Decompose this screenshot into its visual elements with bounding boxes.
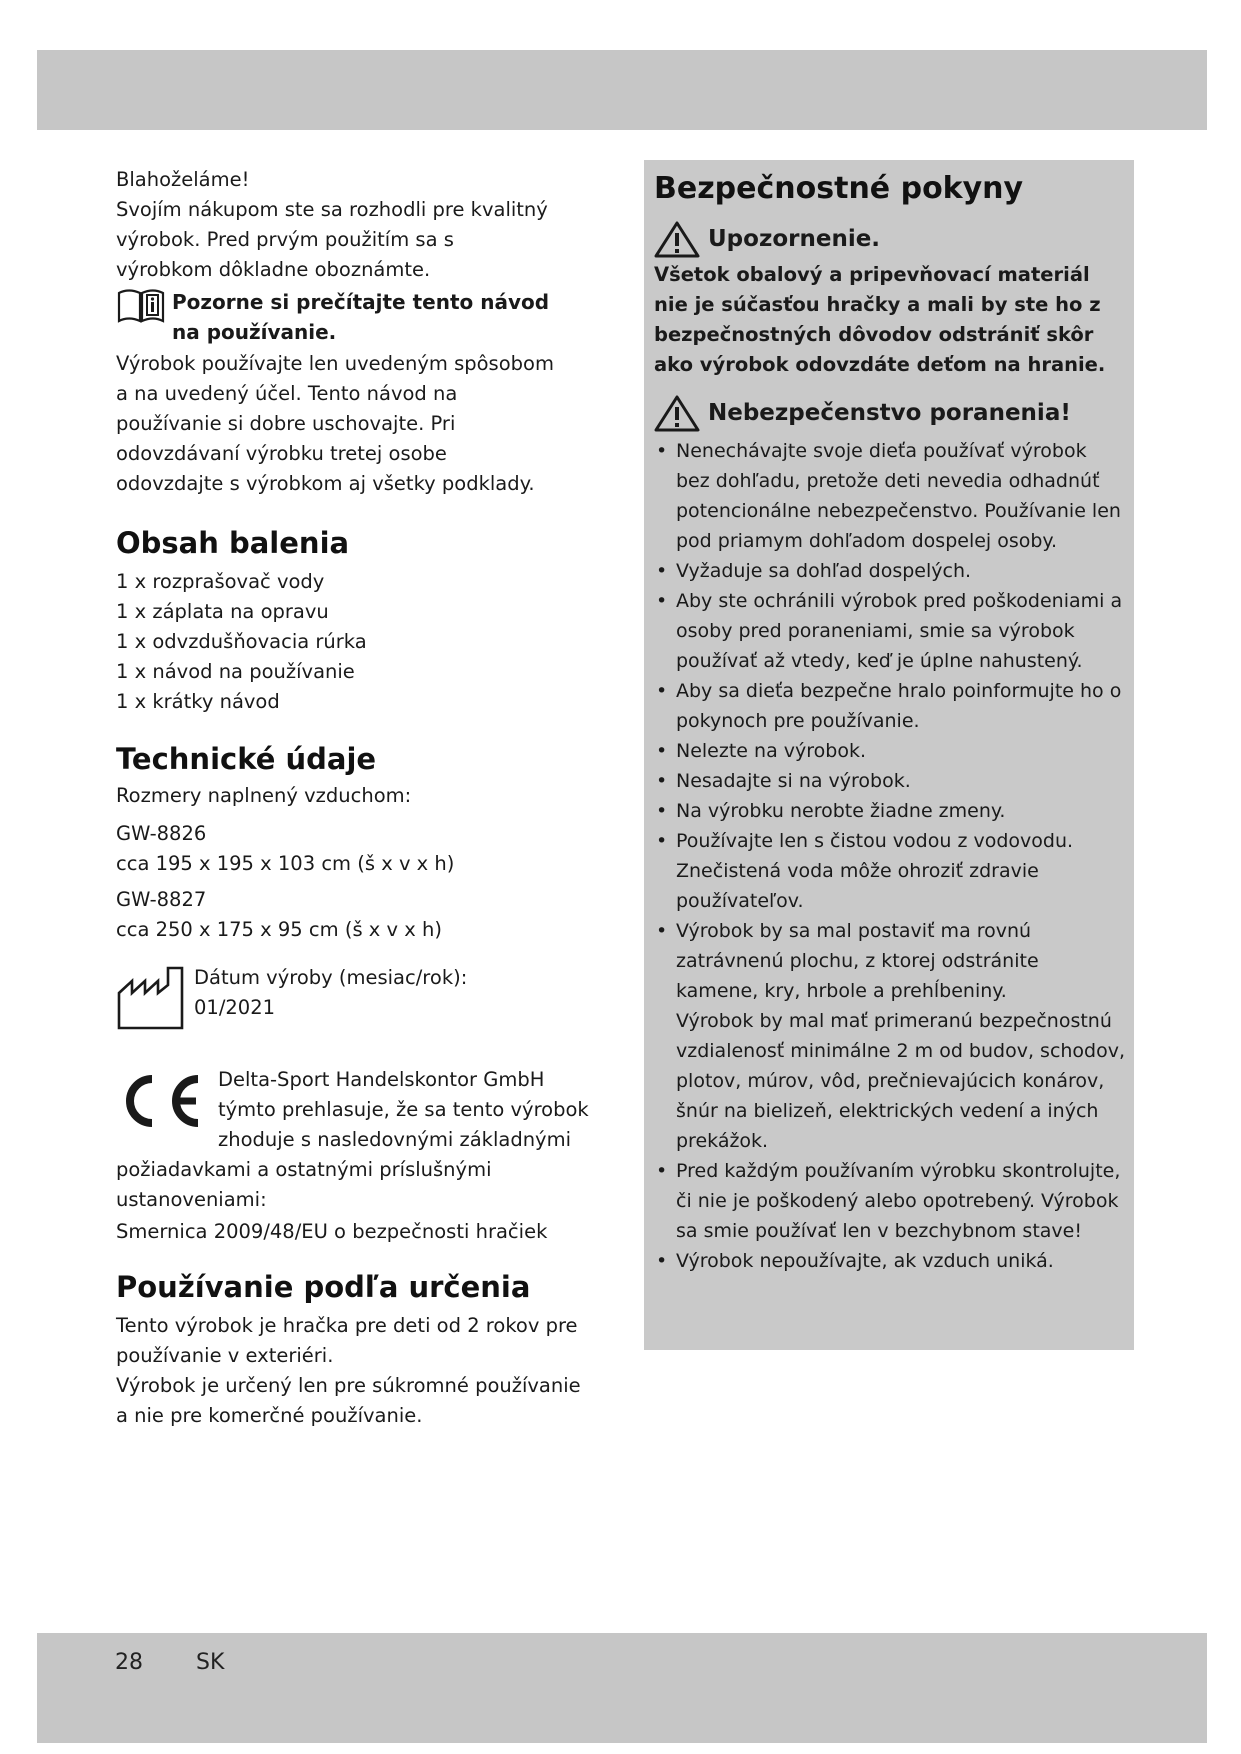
model-name: GW-8827 bbox=[116, 888, 207, 911]
list-item: • Vyžaduje sa dohľad dospelých. bbox=[654, 556, 1126, 586]
warning-title: Upozornenie. bbox=[708, 226, 881, 252]
model-size: cca 195 x 195 x 103 cm (š x v x h) bbox=[116, 852, 455, 875]
safety-box bbox=[644, 160, 1134, 1350]
list-item: 1 x rozprašovač vody bbox=[116, 570, 325, 593]
open-book-info-icon bbox=[116, 287, 166, 329]
intended-use-title: Používanie podľa určenia bbox=[116, 1270, 531, 1304]
intended-use-p2: Výrobok je určený len pre súkromné používanie a nie pre komerčné používanie. bbox=[116, 1374, 581, 1427]
language-code: SK bbox=[196, 1650, 225, 1675]
list-item: • Pred každým používaním výrobku skontrolujte, či nie je poškodený alebo opotrebený. Výrobok sa smie používať len v bezchybnom stave! bbox=[654, 1156, 1126, 1246]
list-item: • Aby ste ochránili výrobok pred poškodeniami a osoby pred poraneniami, smie sa výrobok používať až vtedy, keď je úplne nahustený. bbox=[654, 586, 1126, 676]
ce-mark-icon bbox=[116, 1071, 206, 1135]
list-item-continuation: Výrobok by mal mať primeranú bezpečnostnú vzdialenosť minimálne 2 m od budov, schodov, plotov, múrov, vôd, prečnievajúcich konárov, šnúr na bielizeň, elektrických vedení a iných prekážok. bbox=[676, 1010, 1126, 1152]
warning-triangle-icon bbox=[654, 220, 700, 258]
list-item: 1 x návod na používanie bbox=[116, 660, 355, 683]
warning-text: Všetok obalový a pripevňovací materiál nie je súčasťou hračky a mali by ste ho z bezpečnostných dôvodov odstrániť skôr ako výrobok odovzdáte deťom na hranie. bbox=[654, 263, 1106, 376]
intended-use-p1: Tento výrobok je hračka pre deti od 2 rokov pre používanie v exteriéri. bbox=[116, 1314, 578, 1367]
manufacture-date bbox=[116, 965, 596, 1035]
model-name: GW-8826 bbox=[116, 822, 207, 845]
list-item: 1 x krátky návod bbox=[116, 690, 280, 713]
list-item: • Nenechávajte svoje dieťa používať výrobok bez dohľadu, pretože deti nevedia odhadnúť potencionálne nebezpečenstvo. Používanie len pod priamym dohľadom dospelej osoby. bbox=[654, 436, 1126, 556]
danger-heading bbox=[654, 394, 1126, 432]
page-number: 28 bbox=[115, 1650, 143, 1675]
left-column bbox=[116, 165, 596, 1431]
date-label: Dátum výroby (mesiac/rok): bbox=[194, 966, 468, 989]
safety-list bbox=[654, 436, 1126, 1276]
list-item: • Na výrobku nerobte žiadne zmeny. bbox=[654, 796, 1126, 826]
model-size: cca 250 x 175 x 95 cm (š x v x h) bbox=[116, 918, 442, 941]
read-manual-text: Pozorne si prečítajte tento návod na používanie. bbox=[172, 290, 550, 344]
danger-title: Nebezpečenstvo poranenia! bbox=[708, 400, 1071, 426]
contents-list bbox=[116, 567, 596, 717]
ce-declaration-text: Delta-Sport Handelskontor GmbH týmto prehlasuje, že sa tento výrobok zhoduje s nasledovnými základnými požiadavkami a ostatnými príslušnými ustanoveniami: bbox=[116, 1068, 589, 1211]
list-item: • Výrobok by sa mal postaviť ma rovnú zatrávnenú plochu, z ktorej odstránite kamene, kry, hrbole a prehĺbeniny. bbox=[654, 916, 1126, 1006]
list-item: 1 x záplata na opravu bbox=[116, 600, 329, 623]
list-item: • Nesadajte si na výrobok. bbox=[654, 766, 1126, 796]
list-item: • Výrobok nepoužívajte, ak vzduch uniká. bbox=[654, 1246, 1126, 1276]
safety-title: Bezpečnostné pokyny bbox=[654, 171, 1024, 206]
header-band bbox=[37, 50, 1207, 130]
list-item: • Používajte len s čistou vodou z vodovodu. Znečistená voda môže ohroziť zdravie používateľov. bbox=[654, 826, 1126, 916]
warning-heading bbox=[654, 220, 1126, 258]
read-manual-note bbox=[116, 287, 596, 347]
contents-title: Obsah balenia bbox=[116, 526, 350, 560]
intro-text: Svojím nákupom ste sa rozhodli pre kvalitný výrobok. Pred prvým použitím sa s výrobkom dôkladne oboznámte. bbox=[116, 198, 548, 281]
list-item: • Nelezte na výrobok. bbox=[654, 736, 1126, 766]
warning-triangle-icon bbox=[654, 394, 700, 432]
dimensions-label: Rozmery naplnený vzduchom: bbox=[116, 784, 412, 807]
tech-title: Technické údaje bbox=[116, 742, 377, 776]
factory-date-icon bbox=[116, 965, 186, 1035]
greeting: Blahoželáme! bbox=[116, 168, 250, 191]
list-item: 1 x odvzdušňovacia rúrka bbox=[116, 630, 367, 653]
ce-declaration bbox=[116, 1065, 596, 1247]
date-value: 01/2021 bbox=[194, 996, 276, 1019]
usage-text: Výrobok používajte len uvedeným spôsobom a na uvedený účel. Tento návod na používanie si dobre uschovajte. Pri odovzdávaní výrobku tretej osobe odovzdajte s výrobkom aj všetky podklady. bbox=[116, 352, 554, 495]
directive-text: Smernica 2009/48/EU o bezpečnosti hračiek bbox=[116, 1220, 548, 1243]
list-item: • Aby sa dieťa bezpečne hralo poinformujte ho o pokynoch pre používanie. bbox=[654, 676, 1126, 736]
